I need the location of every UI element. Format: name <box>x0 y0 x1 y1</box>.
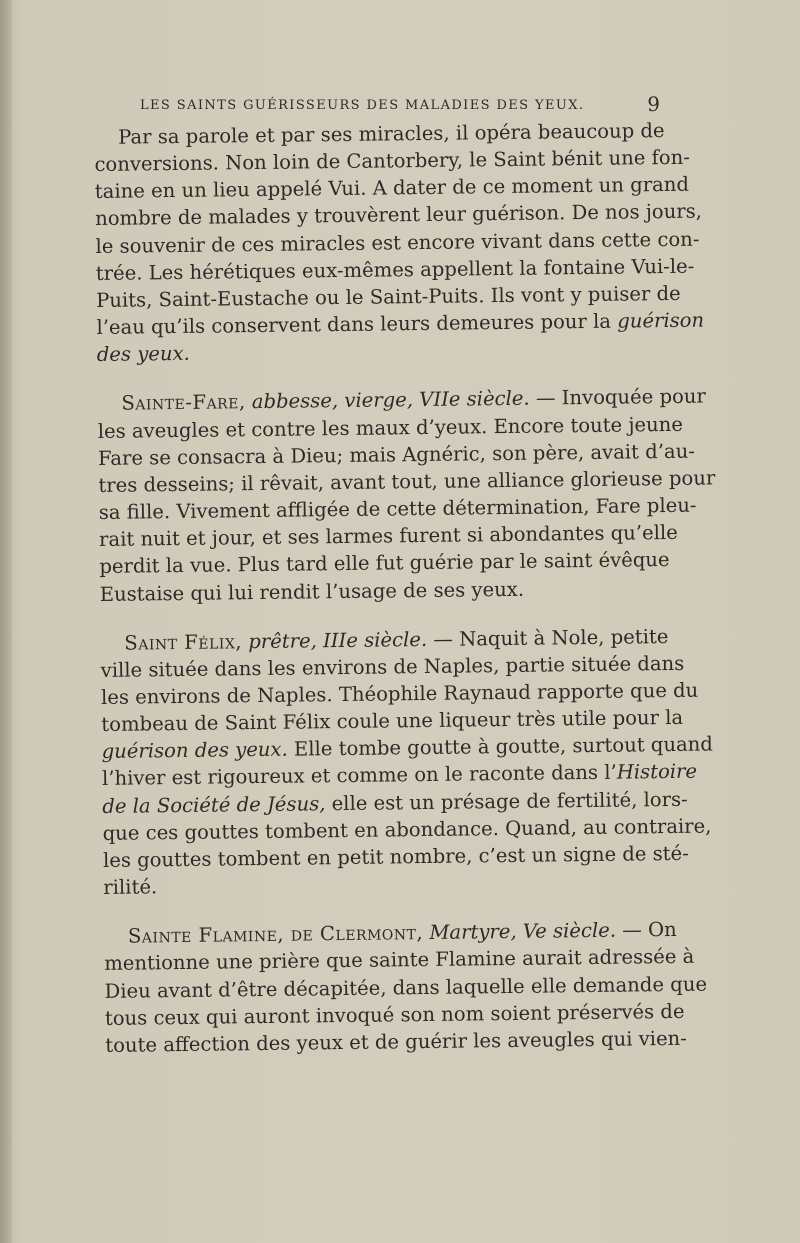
saint-name: Sainte-Fare, <box>121 390 246 416</box>
italic-run: des yeux. <box>96 342 190 367</box>
text-run: elle est un présage de fertilité, lors- <box>325 787 688 815</box>
text-run: — Invoquée pour <box>529 384 706 411</box>
text-run: — Naquit à Nole, petite <box>426 624 669 651</box>
italic-run: guérison des yeux. <box>101 737 288 764</box>
text-line: le souvenir de ces miracles est encore vivant dans cette con- <box>95 227 700 258</box>
text-line: conversions. Non loin de Cantorbery, le Saint bénit une fon- <box>94 145 691 177</box>
page-header <box>140 92 660 120</box>
text-run: l’hiver est rigoureux et comme on le raconte dans l’ <box>101 761 617 791</box>
text-line: les gouttes tombent en petit nombre, c’est un signe de sté- <box>102 841 689 872</box>
italic-run: guérison <box>617 308 705 333</box>
text-line: sa fille. Vivement affligée de cette détermination, Fare pleu- <box>98 493 697 525</box>
text-line: Par sa parole et par ses miracles, il opéra beaucoup de <box>118 119 665 149</box>
saint-title: Martyre, Ve siècle. <box>423 918 617 945</box>
text-line: que ces gouttes tombent en abondance. Quand, au contraire, <box>102 814 712 845</box>
text-line: les aveugles et contre les maux d’yeux. Encore toute jeune <box>97 412 684 443</box>
text-line: tombeau de Saint Félix coule une liqueur très utile pour la <box>101 705 684 737</box>
text-line: tres desseins; il rêvait, avant tout, une alliance glorieuse pour <box>98 466 716 497</box>
text-run: l’eau qu’ils conservent dans leurs demeures pour la <box>96 309 618 340</box>
saint-title: abbesse, vierge, VIIe siècle. <box>245 387 530 414</box>
page-number: 9 <box>647 92 660 116</box>
text-line: rilité. <box>103 875 158 900</box>
text-line: taine en un lieu appelé Vui. A dater de ce moment un grand <box>94 173 690 204</box>
italic-run: de la Société de Jésus, <box>102 791 326 818</box>
text-run: — On <box>615 918 677 942</box>
text-line: les environs de Naples. Théophile Raynaud rapporte que du <box>100 678 699 709</box>
text-line: nombre de malades y trouvèrent leur guérison. De nos jours, <box>95 200 703 231</box>
italic-run: Histoire <box>616 760 698 785</box>
saint-name: Saint Félix, <box>124 629 243 655</box>
text-line: mentionne une prière que sainte Flamine aurait adressée à <box>104 945 695 976</box>
text-line: tous ceux qui auront invoqué son nom soient préservés de <box>104 999 685 1030</box>
body-text <box>94 117 716 1059</box>
text-line: Puits, Saint-Eustache ou le Saint-Puits. Ils vont y puiser de <box>96 281 681 312</box>
text-line: Dieu avant d’être décapitée, dans laquelle elle demande que <box>104 972 708 1003</box>
saint-name: Sainte Flamine, de Clermont, <box>127 921 424 948</box>
saint-title: prêtre, IIIe siècle. <box>241 627 428 653</box>
text-line: ville située dans les environs de Naples, partie située dans <box>100 651 685 682</box>
text-line: rait nuit et jour, et ses larmes furent si abondantes qu’elle <box>98 521 678 552</box>
text-line: perdit la vue. Plus tard elle fut guérie par le saint évêque <box>99 548 670 579</box>
text-line: trée. Les hérétiques eux-mêmes appellent la fontaine Vui-le- <box>95 254 695 285</box>
running-title: LES SAINTS GUÉRISSEURS DES MALADIES DES YEUX. <box>140 98 585 113</box>
page-gutter <box>0 0 12 1243</box>
text-line: Fare se consacra à Dieu; mais Agnéric, son père, avait d’au- <box>97 439 696 470</box>
text-run: Elle tombe goutte à goutte, surtout quand <box>287 732 713 761</box>
text-line: toute affection des yeux et de guérir les aveugles qui vien- <box>105 1026 687 1057</box>
text-line: Eustaise qui lui rendit l’usage de ses yeux. <box>99 577 525 606</box>
